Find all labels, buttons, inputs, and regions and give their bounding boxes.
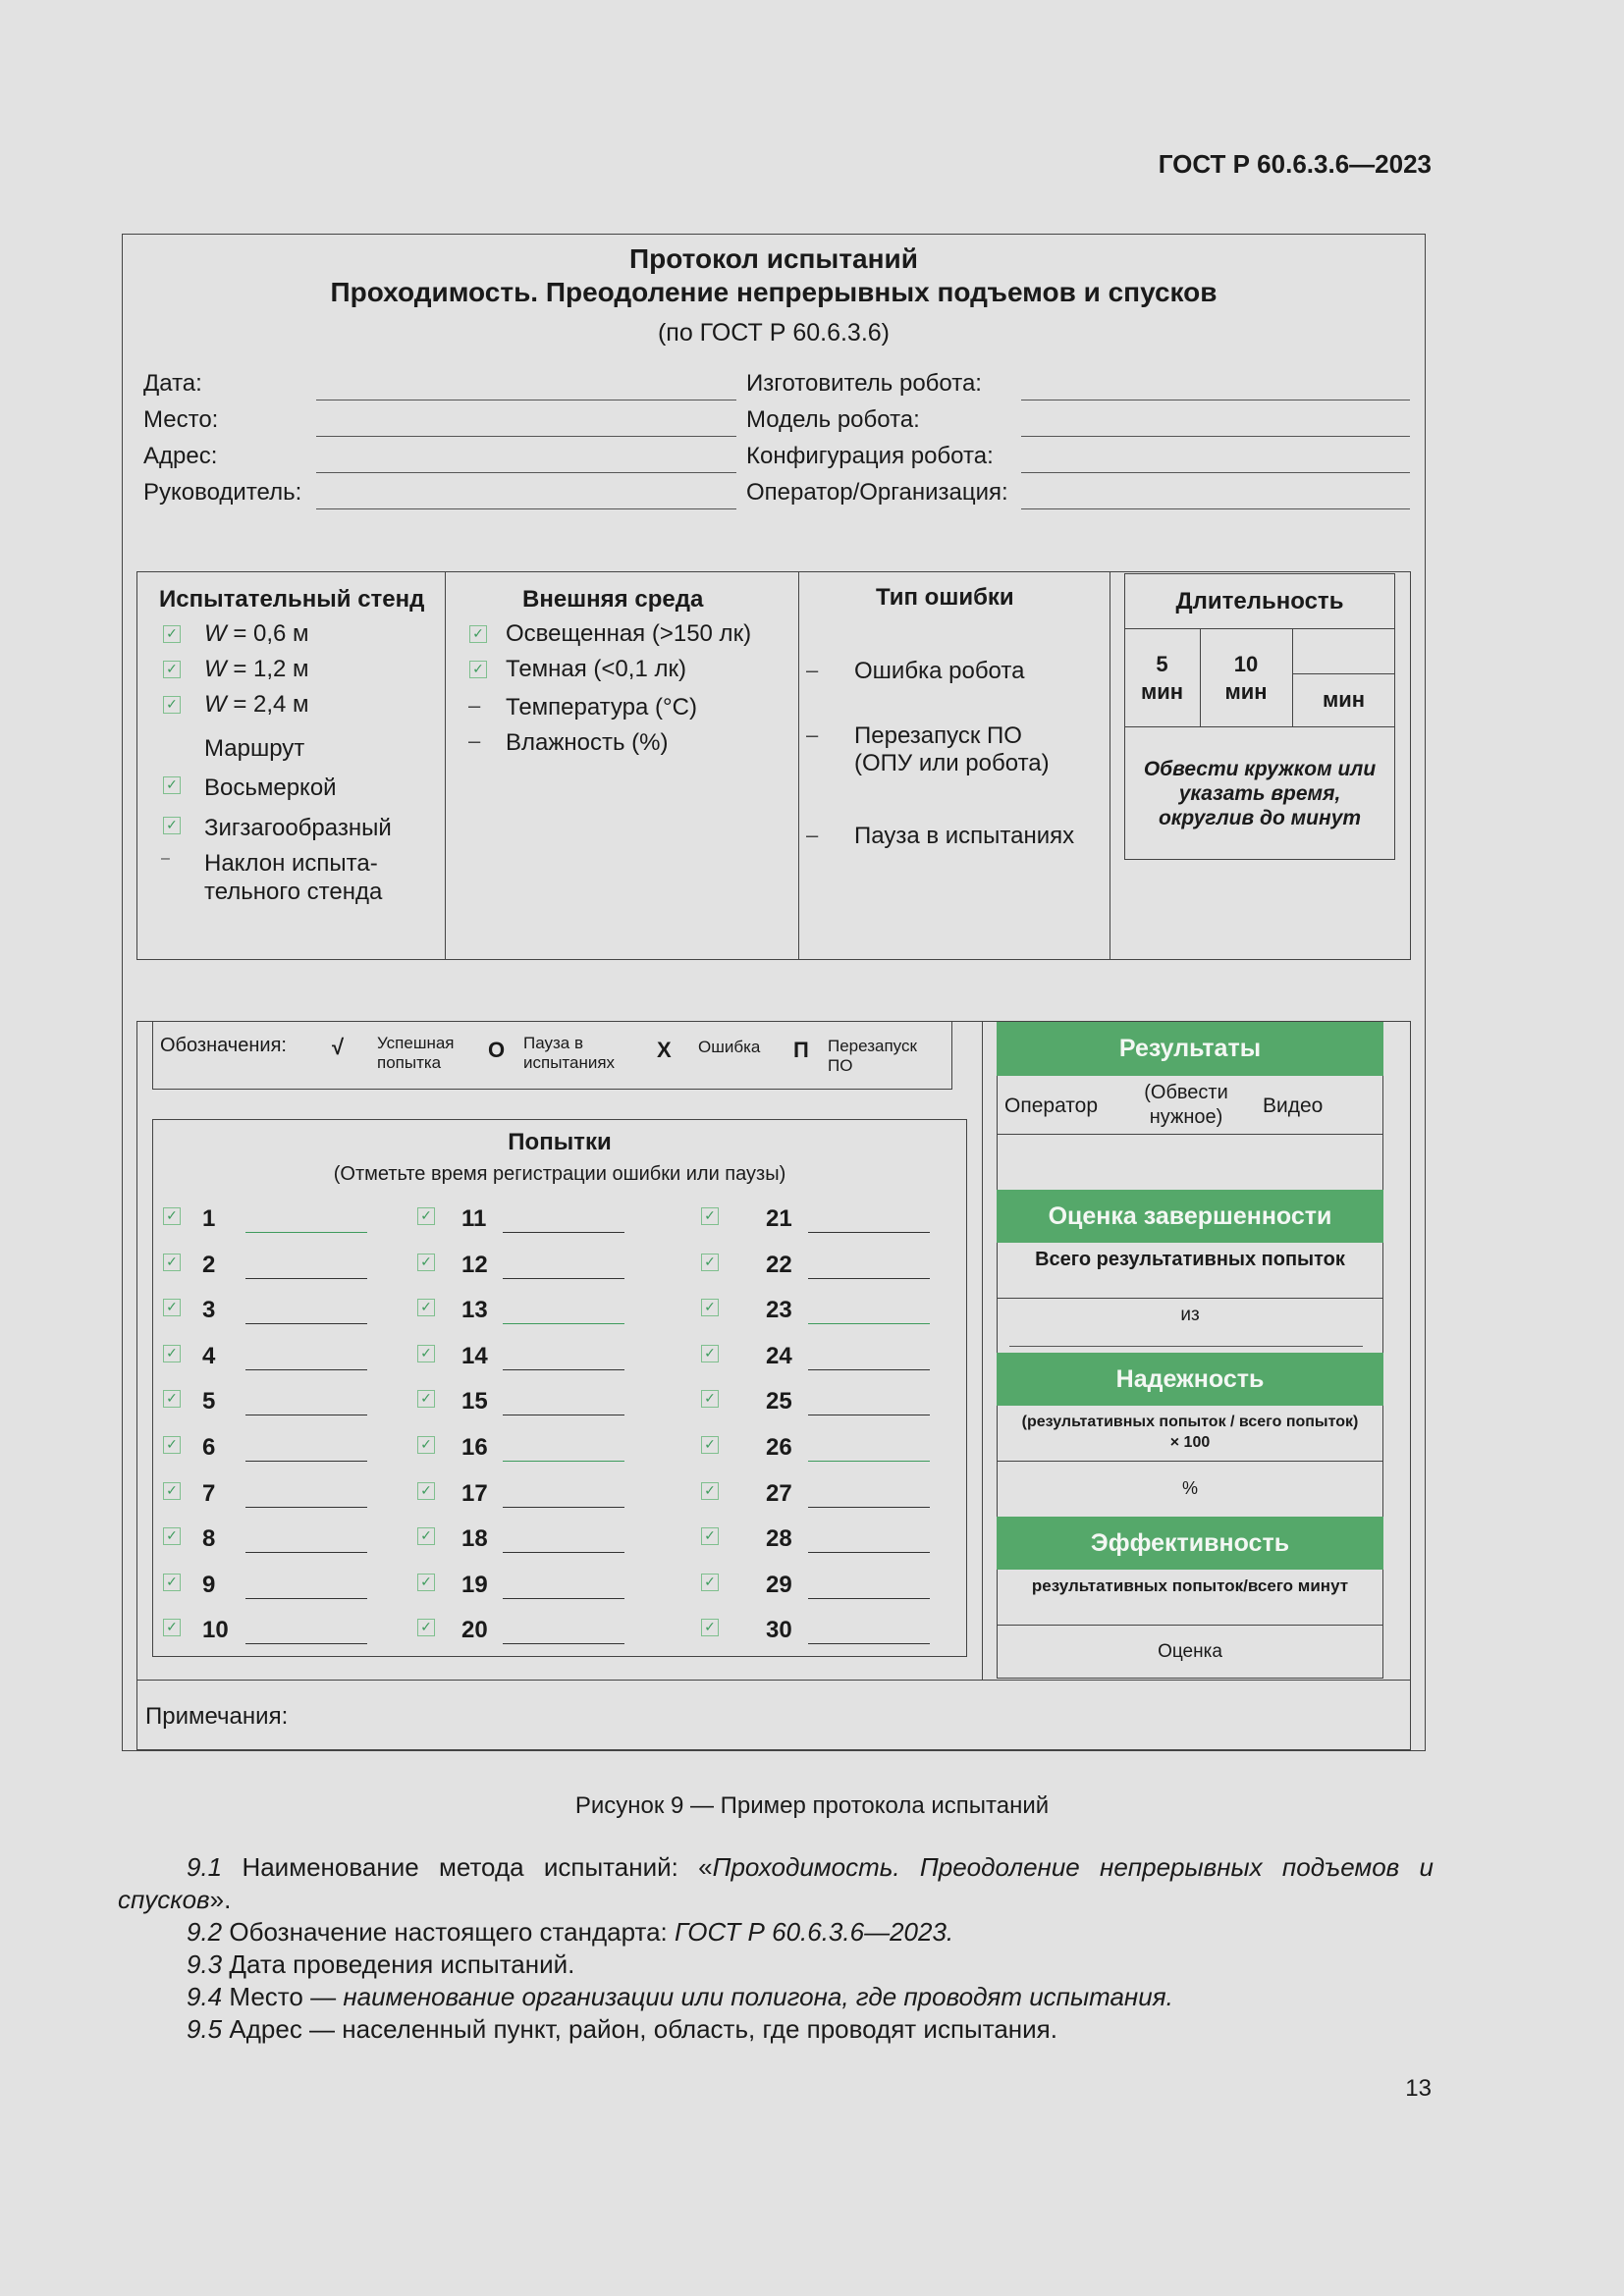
attempt-time-input-line[interactable] <box>503 1232 624 1233</box>
pause-symbol: О <box>488 1038 506 1062</box>
attempts-subtitle: (Отметьте время регистрации ошибки или паузы) <box>333 1163 786 1185</box>
attempt-number: 22 <box>766 1251 792 1278</box>
attempt-time-input-line[interactable] <box>245 1507 367 1508</box>
attempt-checkbox[interactable]: ✓ <box>163 1299 181 1316</box>
duration-title: Длительность <box>1175 588 1344 614</box>
route-option-incline: Наклон испыта- <box>204 850 378 877</box>
attempt-number: 13 <box>461 1297 488 1324</box>
attempts-title: Попытки <box>508 1129 612 1155</box>
route-option-incline-cont: тельного стенда <box>204 879 383 905</box>
env-option-temperature: Температура (°C) <box>506 694 697 721</box>
field-label-manufacturer: Изготовитель робота: <box>746 370 982 397</box>
attempt-number: 23 <box>766 1297 792 1324</box>
reliability-formula: (результативных попыток / всего попыток) × 100 <box>1021 1414 1359 1451</box>
result-video[interactable]: Видео <box>1263 1095 1324 1117</box>
attempt-time-input-line[interactable] <box>245 1232 367 1233</box>
attempt-checkbox[interactable]: ✓ <box>163 1482 181 1500</box>
attempt-time-input-line[interactable] <box>245 1278 367 1279</box>
legend-success: Успешная попытка <box>377 1034 455 1072</box>
attempt-checkbox[interactable]: ✓ <box>701 1574 719 1591</box>
attempt-time-input-line[interactable] <box>808 1552 930 1553</box>
efficiency-title: Эффективность <box>997 1517 1383 1570</box>
divider <box>982 1021 983 1680</box>
dash-marker: – <box>468 728 481 753</box>
address-input-line[interactable] <box>316 472 736 473</box>
divider <box>997 1461 1383 1462</box>
standard-header: ГОСТ Р 60.6.3.6—2023 <box>1158 149 1432 179</box>
env-option-lit: Освещенная (>150 лк) <box>506 620 752 647</box>
attempt-checkbox[interactable]: ✓ <box>417 1436 435 1454</box>
paragraph-9-1-cont: спусков». <box>118 1885 232 1914</box>
paragraph-9-4: 9.4 Место — наименование организации или полигона, где проводят испытания. <box>187 1982 1173 2011</box>
figure-caption: Рисунок 9 — Пример протокола испытаний <box>574 1792 1050 1819</box>
duration-note: Обвести кружком или указать время, округлив до минут <box>1143 758 1377 829</box>
attempt-number: 4 <box>202 1342 216 1369</box>
attempt-number: 25 <box>766 1388 792 1415</box>
attempt-number: 1 <box>202 1205 216 1232</box>
attempt-checkbox[interactable]: ✓ <box>701 1619 719 1636</box>
duration-option-custom[interactable]: мин <box>1322 687 1366 712</box>
attempt-checkbox[interactable]: ✓ <box>701 1482 719 1500</box>
attempt-checkbox[interactable]: ✓ <box>163 1345 181 1362</box>
attempt-time-input-line[interactable] <box>245 1323 367 1324</box>
dash-marker: – <box>806 823 819 847</box>
attempt-checkbox[interactable]: ✓ <box>163 1574 181 1591</box>
checkbox[interactable]: ✓ <box>469 661 487 678</box>
checkbox[interactable]: ✓ <box>163 661 181 678</box>
protocol-title: Протокол испытаний <box>629 243 918 274</box>
field-label-date: Дата: <box>143 370 202 397</box>
divider <box>136 1680 1411 1681</box>
legend-label: Обозначения: <box>160 1035 287 1056</box>
protocol-subtitle: Проходимость. Преодоление непрерывных подъемов и спусков <box>330 277 1218 307</box>
attempt-number: 26 <box>766 1434 792 1461</box>
attempt-time-input-line[interactable] <box>503 1278 624 1279</box>
operator-input-line[interactable] <box>1021 508 1410 509</box>
completion-input-line[interactable] <box>1009 1346 1363 1347</box>
attempt-number: 30 <box>766 1617 792 1644</box>
attempt-time-input-line[interactable] <box>245 1369 367 1370</box>
dash-marker: – <box>806 658 819 682</box>
field-label-place: Место: <box>143 406 219 433</box>
divider <box>997 1298 1383 1299</box>
attempt-time-input-line[interactable] <box>245 1598 367 1599</box>
attempt-checkbox[interactable]: ✓ <box>163 1254 181 1271</box>
notes-field[interactable] <box>344 1688 1394 1742</box>
attempt-checkbox[interactable]: ✓ <box>163 1436 181 1454</box>
env-option-humidity: Влажность (%) <box>506 729 669 756</box>
attempt-number: 6 <box>202 1434 216 1461</box>
stand-option-w2: W = 1,2 м <box>204 656 309 682</box>
attempt-checkbox[interactable]: ✓ <box>417 1482 435 1500</box>
attempt-checkbox[interactable]: ✓ <box>417 1345 435 1362</box>
stand-option-w1: W = 0,6 м <box>204 620 309 647</box>
attempt-checkbox[interactable]: ✓ <box>701 1436 719 1454</box>
attempt-time-input-line[interactable] <box>808 1278 930 1279</box>
field-label-supervisor: Руководитель: <box>143 479 302 506</box>
divider <box>798 571 799 960</box>
result-operator[interactable]: Оператор <box>1004 1095 1099 1117</box>
attempt-number: 10 <box>202 1617 229 1644</box>
attempt-number: 28 <box>766 1525 792 1553</box>
attempt-checkbox[interactable]: ✓ <box>701 1390 719 1408</box>
protocol-ref: (по ГОСТ Р 60.6.3.6) <box>657 319 891 347</box>
attempt-number: 2 <box>202 1251 216 1278</box>
environment-title: Внешняя среда <box>522 586 704 613</box>
restart-symbol: П <box>793 1038 809 1062</box>
attempt-time-input-line[interactable] <box>503 1323 624 1324</box>
stand-option-w3: W = 2,4 м <box>204 691 309 718</box>
efficiency-formula: результативных попыток/всего минут <box>1031 1576 1349 1595</box>
choose-note: (Обвести нужное) <box>1144 1082 1228 1128</box>
attempt-checkbox[interactable]: ✓ <box>417 1619 435 1636</box>
completion-title: Оценка завершенности <box>997 1190 1383 1243</box>
divider <box>445 571 446 960</box>
completion-subtitle: Всего результативных попыток <box>1035 1249 1345 1270</box>
attempt-time-input-line[interactable] <box>245 1643 367 1644</box>
attempt-checkbox[interactable]: ✓ <box>701 1299 719 1316</box>
checkbox[interactable]: ✓ <box>163 696 181 714</box>
field-label-operator: Оператор/Организация: <box>746 479 1008 506</box>
efficiency-score: Оценка <box>1158 1641 1222 1662</box>
attempt-time-input-line[interactable] <box>503 1507 624 1508</box>
attempt-number: 29 <box>766 1571 792 1598</box>
attempt-number: 17 <box>461 1479 488 1507</box>
attempt-time-input-line[interactable] <box>808 1232 930 1233</box>
results-title: Результаты <box>997 1022 1383 1076</box>
attempt-number: 5 <box>202 1388 216 1415</box>
attempt-checkbox[interactable]: ✓ <box>417 1527 435 1545</box>
attempt-number: 9 <box>202 1571 216 1598</box>
attempts-box <box>152 1119 967 1657</box>
field-label-model: Модель робота: <box>746 406 920 433</box>
checkbox[interactable]: ✓ <box>469 625 487 643</box>
divider <box>997 1625 1383 1626</box>
checkbox[interactable]: ✓ <box>163 625 181 643</box>
attempt-number: 8 <box>202 1525 216 1553</box>
attempt-checkbox[interactable]: ✓ <box>163 1619 181 1636</box>
page-number: 13 <box>1405 2075 1432 2102</box>
attempt-number: 14 <box>461 1342 488 1369</box>
attempt-time-input-line[interactable] <box>808 1507 930 1508</box>
attempt-number: 19 <box>461 1571 488 1598</box>
attempt-time-input-line[interactable] <box>503 1552 624 1553</box>
attempt-checkbox[interactable]: ✓ <box>417 1254 435 1271</box>
paragraph-9-2: 9.2 Обозначение настоящего стандарта: ГОСТ Р 60.6.3.6—2023. <box>187 1917 954 1947</box>
reliability-title: Надежность <box>997 1353 1383 1406</box>
error-option-pause: Пауза в испытаниях <box>854 823 1075 849</box>
checkbox[interactable]: ✓ <box>163 817 181 834</box>
error-option-robot: Ошибка робота <box>854 658 1025 684</box>
attempt-number: 21 <box>766 1205 792 1232</box>
dash-marker: – <box>161 850 170 867</box>
dash-marker: – <box>468 693 481 718</box>
attempt-time-input-line[interactable] <box>503 1461 624 1462</box>
attempt-checkbox[interactable]: ✓ <box>417 1299 435 1316</box>
attempt-checkbox[interactable]: ✓ <box>701 1345 719 1362</box>
route-option-zigzag: Зигзагообразный <box>204 815 392 841</box>
error-option-restart-cont: (ОПУ или робота) <box>854 750 1050 776</box>
attempt-time-input-line[interactable] <box>808 1461 930 1462</box>
dash-marker: – <box>806 722 819 747</box>
attempt-time-input-line[interactable] <box>808 1369 930 1370</box>
completion-of: из <box>1180 1305 1200 1325</box>
model-input-line[interactable] <box>1021 436 1410 437</box>
attempt-time-input-line[interactable] <box>503 1369 624 1370</box>
route-option-eight: Восьмеркой <box>204 774 337 801</box>
error-option-restart: Перезапуск ПО <box>854 722 1022 749</box>
duration-option-10[interactable]: 10 мин <box>1224 652 1268 704</box>
env-option-dark: Темная (<0,1 лк) <box>506 656 686 682</box>
paragraph-9-1: 9.1 Наименование метода испытаний: «Проходимость. Преодоление непрерывных подъемов и <box>187 1852 1434 1882</box>
attempt-checkbox[interactable]: ✓ <box>163 1527 181 1545</box>
field-label-configuration: Конфигурация робота: <box>746 443 994 469</box>
attempt-number: 18 <box>461 1525 488 1553</box>
stand-title: Испытательный стенд <box>159 586 425 613</box>
error-symbol: Х <box>657 1038 672 1062</box>
paragraph-9-3: 9.3 Дата проведения испытаний. <box>187 1949 575 1979</box>
attempt-checkbox[interactable]: ✓ <box>417 1574 435 1591</box>
duration-option-5[interactable]: 5 мин <box>1140 652 1184 704</box>
configuration-input-line[interactable] <box>1021 472 1410 473</box>
attempt-number: 24 <box>766 1342 792 1369</box>
attempt-number: 16 <box>461 1434 488 1461</box>
attempt-time-input-line[interactable] <box>808 1598 930 1599</box>
legend-restart: Перезапуск ПО <box>828 1037 917 1075</box>
legend-error: Ошибка <box>698 1038 761 1056</box>
attempt-checkbox[interactable]: ✓ <box>163 1390 181 1408</box>
divider <box>1292 673 1395 674</box>
reliability-percent: % <box>1181 1478 1198 1498</box>
checkbox[interactable]: ✓ <box>163 776 181 794</box>
attempt-number: 7 <box>202 1479 216 1507</box>
attempt-checkbox[interactable]: ✓ <box>701 1207 719 1225</box>
paragraph-9-5: 9.5 Адрес — населенный пункт, район, область, где проводят испытания. <box>187 2014 1057 2044</box>
divider <box>997 1134 1383 1135</box>
legend-pause: Пауза в испытаниях <box>523 1034 616 1072</box>
success-symbol: √ <box>332 1035 345 1059</box>
error-type-title: Тип ошибки <box>876 584 1014 611</box>
attempt-number: 12 <box>461 1251 488 1278</box>
attempt-time-input-line[interactable] <box>808 1643 930 1644</box>
supervisor-input-line[interactable] <box>316 508 736 509</box>
attempt-checkbox[interactable]: ✓ <box>701 1527 719 1545</box>
attempt-checkbox[interactable]: ✓ <box>417 1207 435 1225</box>
attempt-time-input-line[interactable] <box>245 1461 367 1462</box>
attempt-time-input-line[interactable] <box>245 1552 367 1553</box>
attempt-number: 15 <box>461 1388 488 1415</box>
body-text <box>118 1851 1434 2046</box>
notes-label: Примечания: <box>145 1703 289 1730</box>
field-label-address: Адрес: <box>143 443 218 469</box>
attempt-time-input-line[interactable] <box>503 1598 624 1599</box>
attempt-time-input-line[interactable] <box>503 1643 624 1644</box>
attempt-checkbox[interactable]: ✓ <box>701 1254 719 1271</box>
attempt-time-input-line[interactable] <box>808 1323 930 1324</box>
route-label: Маршрут <box>204 735 305 762</box>
attempt-checkbox[interactable]: ✓ <box>163 1207 181 1225</box>
attempt-number: 3 <box>202 1297 216 1324</box>
divider <box>1124 726 1395 727</box>
attempt-number: 11 <box>461 1205 487 1232</box>
attempt-number: 20 <box>461 1617 488 1644</box>
attempt-checkbox[interactable]: ✓ <box>417 1390 435 1408</box>
divider <box>1124 628 1395 629</box>
attempt-number: 27 <box>766 1479 792 1507</box>
place-input-line[interactable] <box>316 436 736 437</box>
